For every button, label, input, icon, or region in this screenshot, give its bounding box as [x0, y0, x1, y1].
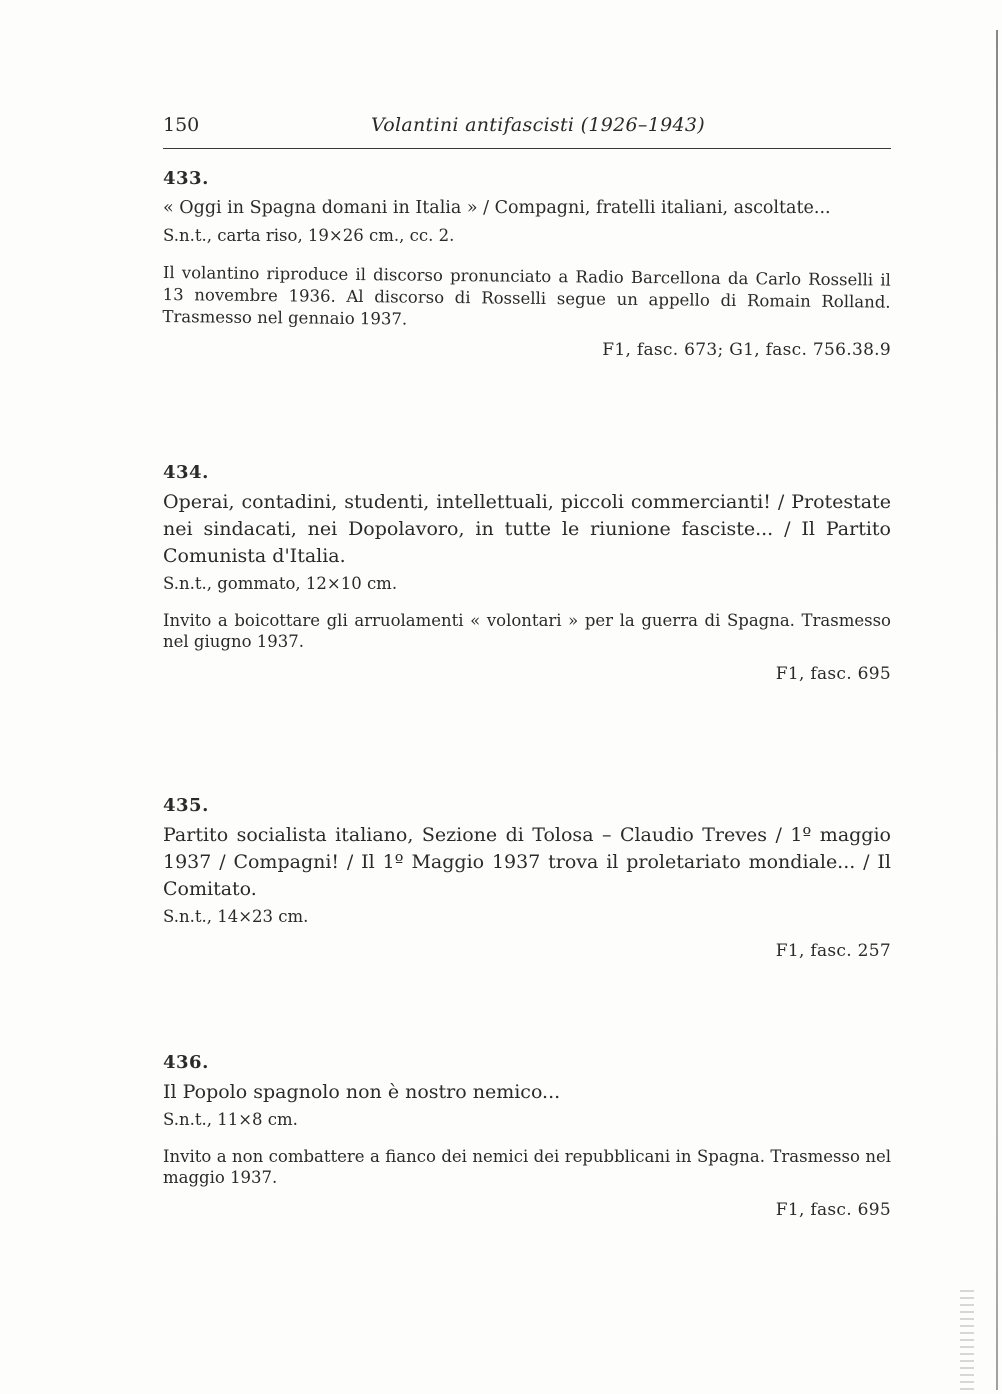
entry-description: S.n.t., 14×23 cm.	[163, 907, 309, 926]
entry-number: 435.	[163, 795, 209, 816]
catalog-entry-434	[163, 462, 891, 684]
catalog-entry-435	[163, 795, 891, 961]
catalog-entry-433	[163, 168, 891, 360]
page-edge-shadow	[996, 30, 998, 1390]
entry-title: « Oggi in Spagna domani in Italia » / Compagni, fratelli italiani, ascoltate...	[163, 198, 831, 218]
entry-note: Invito a boicottare gli arruolamenti « volontari » per la guerra di Spagna. Trasmesso nel giugno 1937.	[163, 611, 891, 651]
entry-reference: F1, fasc. 695	[775, 664, 891, 684]
entry-description: S.n.t., carta riso, 19×26 cm., cc. 2.	[163, 226, 455, 245]
scan-artifact	[960, 1290, 974, 1390]
catalog-entry-436	[163, 1052, 891, 1220]
entry-number: 434.	[163, 462, 209, 483]
entry-note: Invito a non combattere a fianco dei nemici dei repubblicani in Spagna. Trasmesso nel maggio 1937.	[163, 1147, 891, 1187]
entry-description: S.n.t., 11×8 cm.	[163, 1110, 298, 1129]
entry-title: Partito socialista italiano, Sezione di Tolosa – Claudio Treves / 1º maggio 1937 / Compagni! / Il 1º Maggio 1937 trova il proletariato mondiale... / Il Comitato.	[163, 824, 891, 900]
entry-title: Operai, contadini, studenti, intellettuali, piccoli commercianti! / Protestate nei sindacati, nei Dopolavoro, in tutte le riunione fasciste... / Il Partito Comunista d'Italia.	[163, 491, 891, 567]
entry-note: Il volantino riproduce il discorso pronunciato a Radio Barcellona da Carlo Rosselli il 13 novembre 1936. Al discorso di Rosselli segue un appello di Romain Rolland. Trasmesso nel gennaio 1937.	[162, 262, 891, 329]
entry-reference: F1, fasc. 695	[775, 1200, 891, 1220]
entry-reference: F1, fasc. 673; G1, fasc. 756.38.9	[602, 340, 891, 360]
entry-title: Il Popolo spagnolo non è nostro nemico...	[163, 1081, 561, 1103]
entry-number: 436.	[163, 1052, 209, 1073]
page-number: 150	[163, 114, 200, 136]
entry-reference: F1, fasc. 257	[775, 941, 891, 961]
entry-description: S.n.t., gommato, 12×10 cm.	[163, 574, 398, 593]
running-title: Volantini antifascisti (1926–1943)	[371, 114, 705, 136]
page-header	[163, 112, 891, 149]
entry-number: 433.	[163, 168, 209, 189]
